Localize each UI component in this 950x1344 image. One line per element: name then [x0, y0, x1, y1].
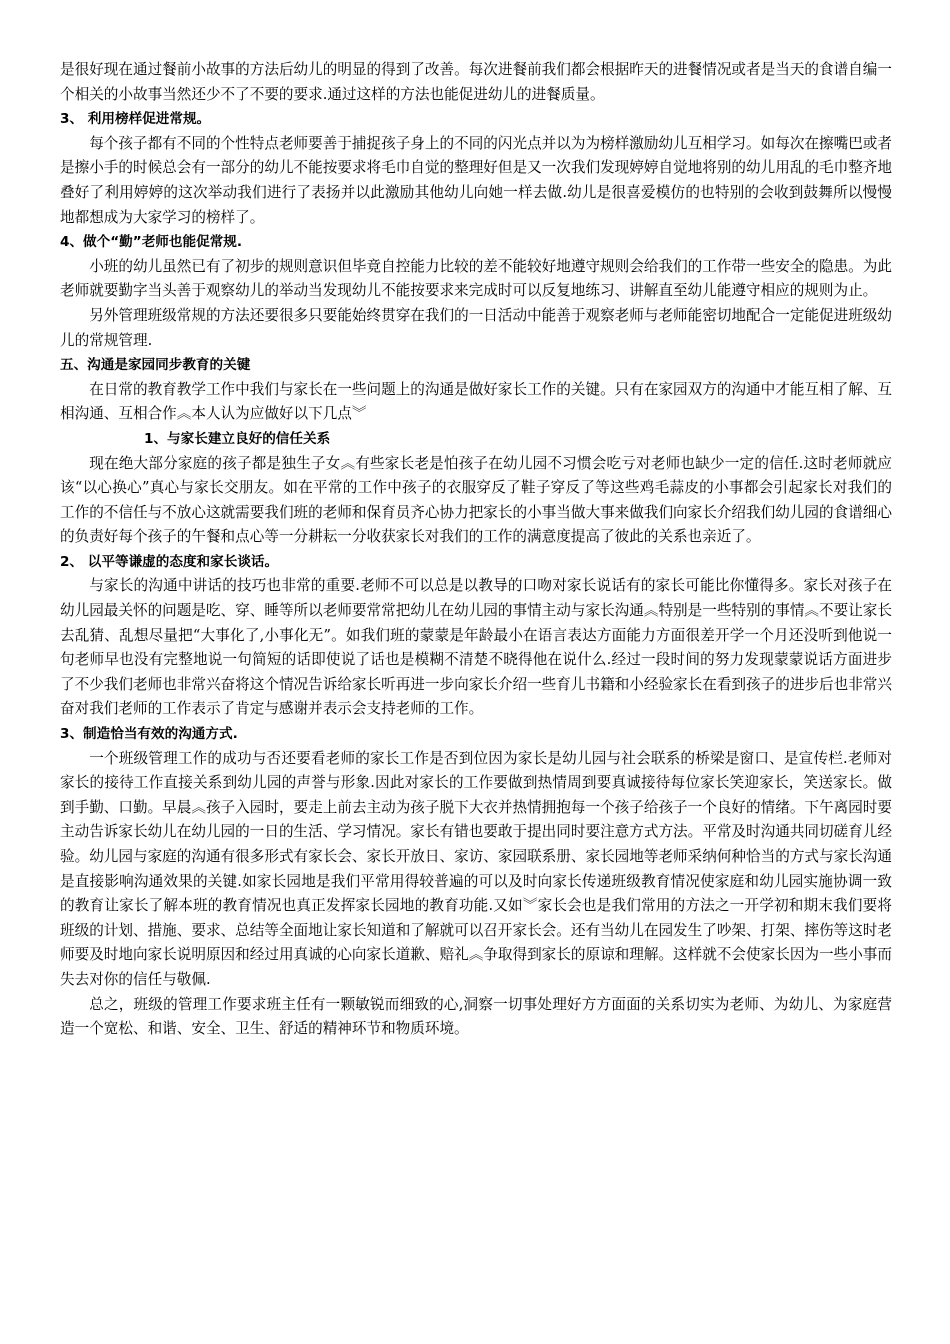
- paragraph-other-methods: 另外管理班级常规的方法还要很多只要能始终贯穿在我们的一日活动中能善于观察老师与老师能密切地配合一定能促进班级幼儿的常规管理.: [60, 306, 892, 349]
- heading-role-models: 3、 利用榜样促进常规。: [60, 111, 211, 128]
- paragraph-section-five-intro: 在日常的教育教学工作中我们与家长在一些问题上的沟通是做好家长工作的关键。只有在家园双方的沟通中才能互相了解、互相沟通、互相合作︽本人认为应做好以下几点︾: [60, 380, 892, 423]
- document-page: [60, 58, 892, 1042]
- heading-equal-attitude: 2、 以平等谦虚的态度和家长谈话。: [60, 553, 279, 570]
- paragraph-meal-stories: 是很好现在通过餐前小故事的方法后幼儿的明显的得到了改善。每次进餐前我们都会根据昨天的进餐情况或者是当天的食谱自编一个相关的小故事当然还少不了不要的要求.通过这样的方法也能促进幼儿的进餐质量。: [60, 61, 892, 103]
- paragraph-conclusion: 总之，班级的管理工作要求班主任有一颗敏锐而细致的心,洞察一切事处理好方方面面的关系切实为老师、为幼儿、为家庭营造一个宽松、和谐、安全、卫生、舒适的精神环节和物质环境。: [60, 995, 892, 1038]
- paragraph-trust: 现在绝大部分家庭的孩子都是独生子女︽有些家长老是怕孩子在幼儿园不习惯会吃亏对老师也缺少一定的信任.这时老师就应该“以心换心”真心与家长交朋友。如在平常的工作中孩子的衣服穿反了鞋子穿反了等这些鸡毛蒜皮的小事都会引起家长对我们的工作的不信任与不放心这就需要我们班的老师和保育员齐心协力把家长的小事当做大事来做我们向家长介绍我们幼儿园的食谱细心的负责好每个孩子的午餐和点心等一分耕耘一分收获家长对我们的工作的满意度提高了彼此的关系也亲近了。: [60, 454, 892, 546]
- heading-diligent-teacher: 4、做个“勤”老师也能促常规.: [60, 234, 243, 251]
- heading-section-five: 五、沟通是家园同步教育的关键: [60, 357, 251, 374]
- heading-communication-methods: 3、制造恰当有效的沟通方式.: [60, 726, 238, 743]
- paragraph-communication-methods: 一个班级管理工作的成功与否还要看老师的家长工作是否到位因为家长是幼儿园与社会联系的桥梁是窗口、是宣传栏.老师对家长的接待工作直接关系到幼儿园的声誉与形象.因此对家长的工作要做到热情周到要真诚接待每位家长笑迎家长，笑送家长。做到手勤、口勤。早晨︽孩子入园时，要走上前去主动为孩子脱下大衣并热情拥抱每一个孩子给孩子一个良好的情绪。下午离园时要主动告诉家长幼儿在幼儿园的一日的生活、学习情况。家长有错也要敢于提出同时要注意方式方法。平常及时沟通共同切磋育儿经验。幼儿园与家庭的沟通有很多形式有家长会、家长开放日、家访、家园联系册、家长园地等老师采纳何种恰当的方式与家长沟通是直接影响沟通效果的关键.如家长园地是我们平常用得较普遍的可以及时向家长传递班级教育情况使家庭和幼儿园实施协调一致的教育让家长了解本班的教育情况也真正发挥家长园地的教育功能.又如︾家长会也是我们常用的方法之一开学初和期末我们要将班级的计划、措施、要求、总结等全面地让家长知道和了解就可以召开家长会。还有当幼儿在园发生了吵架、打架、摔伤等这时老师要及时地向家长说明原因和经过用真诚的心向家长道歉、赔礼︽争取得到家长的原谅和理解。这样就不会使家长因为一些小事而失去对你的信任与敬佩.: [60, 749, 892, 988]
- paragraph-equal-attitude: 与家长的沟通中讲话的技巧也非常的重要.老师不可以总是以教导的口吻对家长说话有的家长可能比你懂得多。家长对孩子在幼儿园最关怀的问题是吃、穿、睡等所以老师要常常把幼儿在幼儿园的事情主动与家长沟通︽特别是一些特别的事情︽不要让家长去乱猜、乱想尽量把“大事化了,小事化无”。如我们班的蒙蒙是年龄最小在语言表达方面能力方面很差开学一个月还没听到他说一句老师早也没有完整地说一句简短的话即使说了话也是模糊不清楚不晓得他在说什么.经过一段时间的努力发现蒙蒙说话方面进步了不少我们老师也非常兴奋将这个情况告诉给家长听再进一步向家长介绍一些育儿书籍和小经验家长在看到孩子的进步后也非常兴奋对我们老师的工作表示了肯定与感谢并表示会支持老师的工作。: [60, 577, 892, 718]
- paragraph-diligent-teacher: 小班的幼儿虽然已有了初步的规则意识但毕竟自控能力比较的差不能较好地遵守规则会给我们的工作带一些安全的隐患。为此老师就要勤字当头善于观察幼儿的举动当发现幼儿不能按要求来完成时可以反复地练习、讲解直至幼儿能遵守相应的规则为止。: [60, 257, 892, 300]
- paragraph-role-models: 每个孩子都有不同的个性特点老师要善于捕捉孩子身上的不同的闪光点并以为为榜样激励幼儿互相学习。如每次在擦嘴巴或者是擦小手的时候总会有一部分的幼儿不能按要求将毛巾自觉的整理好但是又一次我们发现婷婷自觉地将别的幼儿用乱的毛巾整齐地叠好了利用婷婷的这次举动我们进行了表扬并以此激励其他幼儿向她一样去做.幼儿是很喜爱模仿的也特别的会收到鼓舞所以慢慢地都想成为大家学习的榜样了。: [60, 134, 892, 226]
- heading-trust: 1、与家长建立良好的信任关系: [144, 430, 331, 447]
